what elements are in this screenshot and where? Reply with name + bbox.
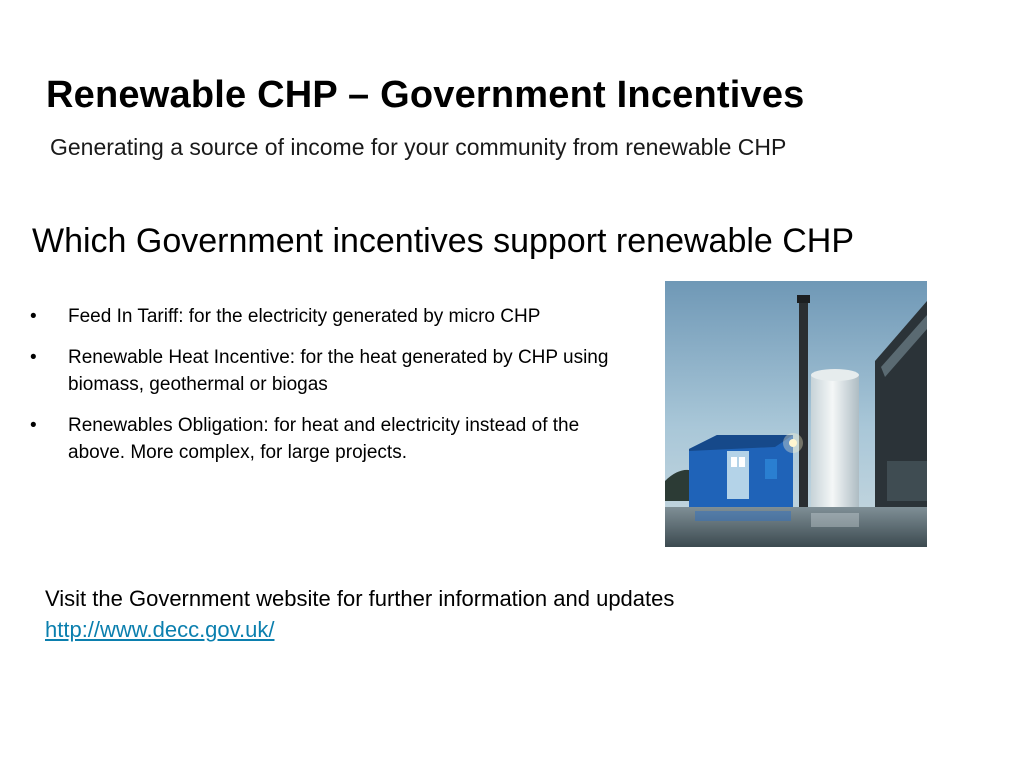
bullet-icon: • <box>30 347 37 368</box>
chp-plant-photo <box>665 281 927 547</box>
footer-text: Visit the Government website for further information and updates <box>45 586 675 611</box>
slide-subtitle: Generating a source of income for your community from renewable CHP <box>50 134 787 160</box>
section-heading: Which Government incentives support renewable CHP <box>32 222 855 260</box>
bullet-icon: • <box>30 415 37 436</box>
slide-title: Renewable CHP – Government Incentives <box>46 74 805 116</box>
list-item-text: Renewables Obligation: for heat and electricity instead of the above. More complex, for large projects. <box>68 415 580 463</box>
list-item-text: Renewable Heat Incentive: for the heat generated by CHP using biomass, geothermal or biogas <box>68 347 609 395</box>
decc-website-link[interactable]: http://www.decc.gov.uk/ <box>45 617 275 642</box>
list-item <box>30 344 610 398</box>
list-item <box>30 303 610 330</box>
list-item <box>30 412 610 466</box>
bullet-icon: • <box>30 306 37 327</box>
incentive-list <box>30 303 610 480</box>
list-item-text: Feed In Tariff: for the electricity generated by micro CHP <box>68 306 541 327</box>
